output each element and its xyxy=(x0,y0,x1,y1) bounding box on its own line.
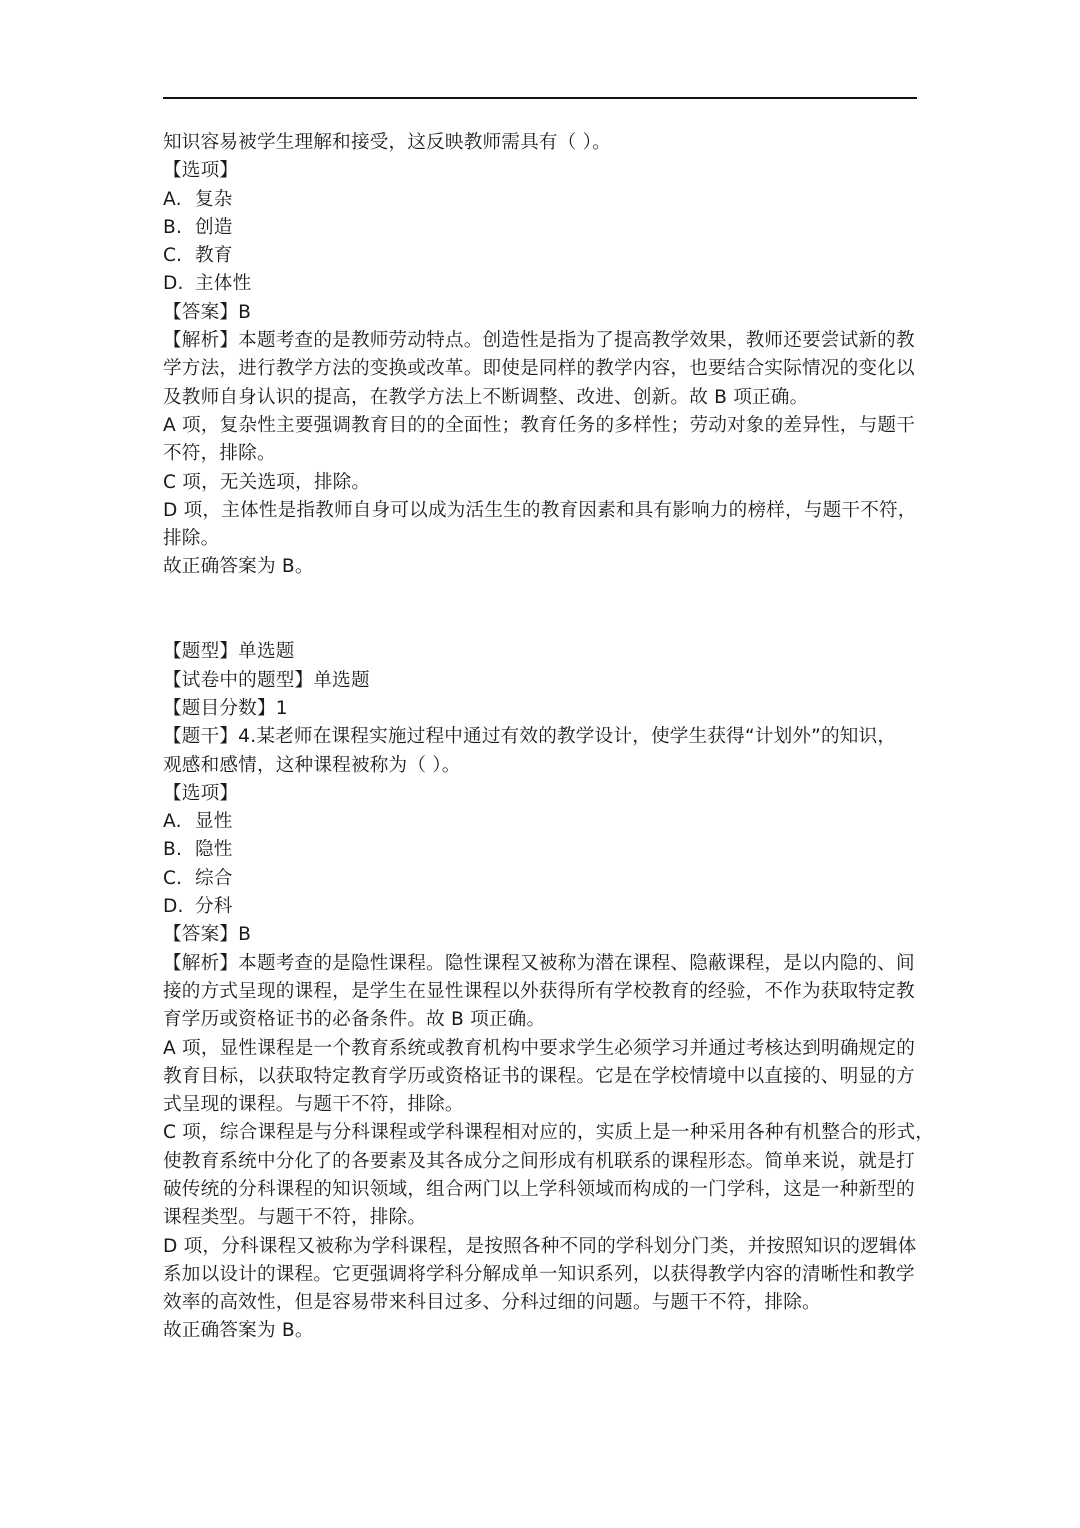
question-score: 【题目分数】1 xyxy=(163,697,288,719)
question-type: 【题型】单选题 xyxy=(163,641,295,663)
option-d xyxy=(163,893,919,921)
analysis-line: 课程类型。与题干不符，排除。 xyxy=(163,1207,427,1229)
option-a xyxy=(163,808,919,836)
option-text: 复杂 xyxy=(195,188,233,210)
analysis-line: 使教育系统中分化了的各要素及其各成分之间形成有机联系的课程形态。简单来说，就是打 xyxy=(163,1150,915,1172)
analysis-line: 故正确答案为 B。 xyxy=(163,556,314,578)
option-c xyxy=(163,865,919,893)
question-stem: 【题干】4.某老师在课程实施过程中通过有效的教学设计，使学生获得“计划外”的知识， xyxy=(163,726,897,748)
option-text: 隐性 xyxy=(195,839,233,861)
option-letter: C. xyxy=(163,867,183,889)
option-letter: D. xyxy=(163,896,184,918)
analysis-line: 【解析】本题考查的是隐性课程。隐性课程又被称为潜在课程、隐蔽课程，是以内隐的、间 xyxy=(163,952,915,974)
option-a xyxy=(163,186,919,214)
question-stem: 观感和感情，这种课程被称为（ ）。 xyxy=(163,754,461,776)
options-label: 【选项】 xyxy=(163,782,239,804)
option-text: 综合 xyxy=(195,867,233,889)
option-c xyxy=(163,242,919,270)
question-3 xyxy=(163,129,919,582)
analysis-line: 及教师自身认识的提高，在教学方法上不断调整、改进、创新。故 B 项正确。 xyxy=(163,386,809,408)
analysis-line: 系加以设计的课程。它更强调将学科分解成单一知识系列，以获得教学内容的清晰性和教学 xyxy=(163,1263,915,1285)
analysis-line: 教育目标，以获取特定教育学历或资格证书的课程。它是在学校情境中以直接的、明显的方 xyxy=(163,1065,915,1087)
option-letter: A. xyxy=(163,188,182,210)
option-letter: A. xyxy=(163,811,182,833)
answer-line: 【答案】B xyxy=(163,924,252,946)
analysis-line: 学方法，进行教学方法的变换或改革。即使是同样的教学内容，也要结合实际情况的变化以 xyxy=(163,358,915,380)
paper-question-type: 【试卷中的题型】单选题 xyxy=(163,669,370,691)
option-text: 创造 xyxy=(195,216,233,238)
document-content xyxy=(163,129,935,1346)
option-letter: B. xyxy=(163,839,183,861)
option-letter: C. xyxy=(163,245,183,267)
analysis-line: C 项，综合课程是与分科课程或学科课程相对应的，实质上是一种采用各种有机整合的形式， xyxy=(163,1122,935,1144)
analysis-line: 故正确答案为 B。 xyxy=(163,1320,314,1342)
analysis-line: 效率的高效性，但是容易带来科目过多、分科过细的问题。与题干不符，排除。 xyxy=(163,1292,821,1314)
analysis-line: 破传统的分科课程的知识领域，组合两门以上学科领域而构成的一门学科，这是一种新型的 xyxy=(163,1178,915,1200)
analysis-line: 育学历或资格证书的必备条件。故 B 项正确。 xyxy=(163,1009,546,1031)
analysis-line: 接的方式呈现的课程，是学生在显性课程以外获得所有学校教育的经验，不作为获取特定教 xyxy=(163,980,915,1002)
analysis-line: D 项，主体性是指教师自身可以成为活生生的教育因素和具有影响力的榜样，与题干不符， xyxy=(163,499,917,521)
analysis-line: A 项，复杂性主要强调教育目的的全面性；教育任务的多样性；劳动对象的差异性，与题干 xyxy=(163,414,915,436)
option-b xyxy=(163,214,919,242)
option-letter: B. xyxy=(163,216,183,238)
analysis-line: D 项，分科课程又被称为学科课程，是按照各种不同的学科划分门类，并按照知识的逻辑体 xyxy=(163,1235,917,1257)
analysis-line: 式呈现的课程。与题干不符，排除。 xyxy=(163,1094,464,1116)
answer-line: 【答案】B xyxy=(163,301,252,323)
option-b xyxy=(163,836,919,864)
section-gap xyxy=(163,582,919,639)
option-text: 显性 xyxy=(195,811,233,833)
option-d xyxy=(163,270,919,298)
analysis-line: 排除。 xyxy=(163,528,220,550)
question-4 xyxy=(163,638,935,1345)
option-text: 分科 xyxy=(195,896,233,918)
options-label: 【选项】 xyxy=(163,160,239,182)
analysis-line: C 项，无关选项，排除。 xyxy=(163,471,371,493)
analysis-line: 不符，排除。 xyxy=(163,443,276,465)
analysis-line: 【解析】本题考查的是教师劳动特点。创造性是指为了提高教学效果，教师还要尝试新的教 xyxy=(163,330,915,352)
option-text: 主体性 xyxy=(195,273,252,295)
option-text: 教育 xyxy=(195,245,233,267)
analysis-line: A 项，显性课程是一个教育系统或教育机构中要求学生必须学习并通过考核达到明确规定的 xyxy=(163,1037,915,1059)
header-rule xyxy=(163,97,917,99)
question-stem: 知识容易被学生理解和接受，这反映教师需具有（ ）。 xyxy=(163,132,611,153)
option-letter: D. xyxy=(163,273,184,295)
